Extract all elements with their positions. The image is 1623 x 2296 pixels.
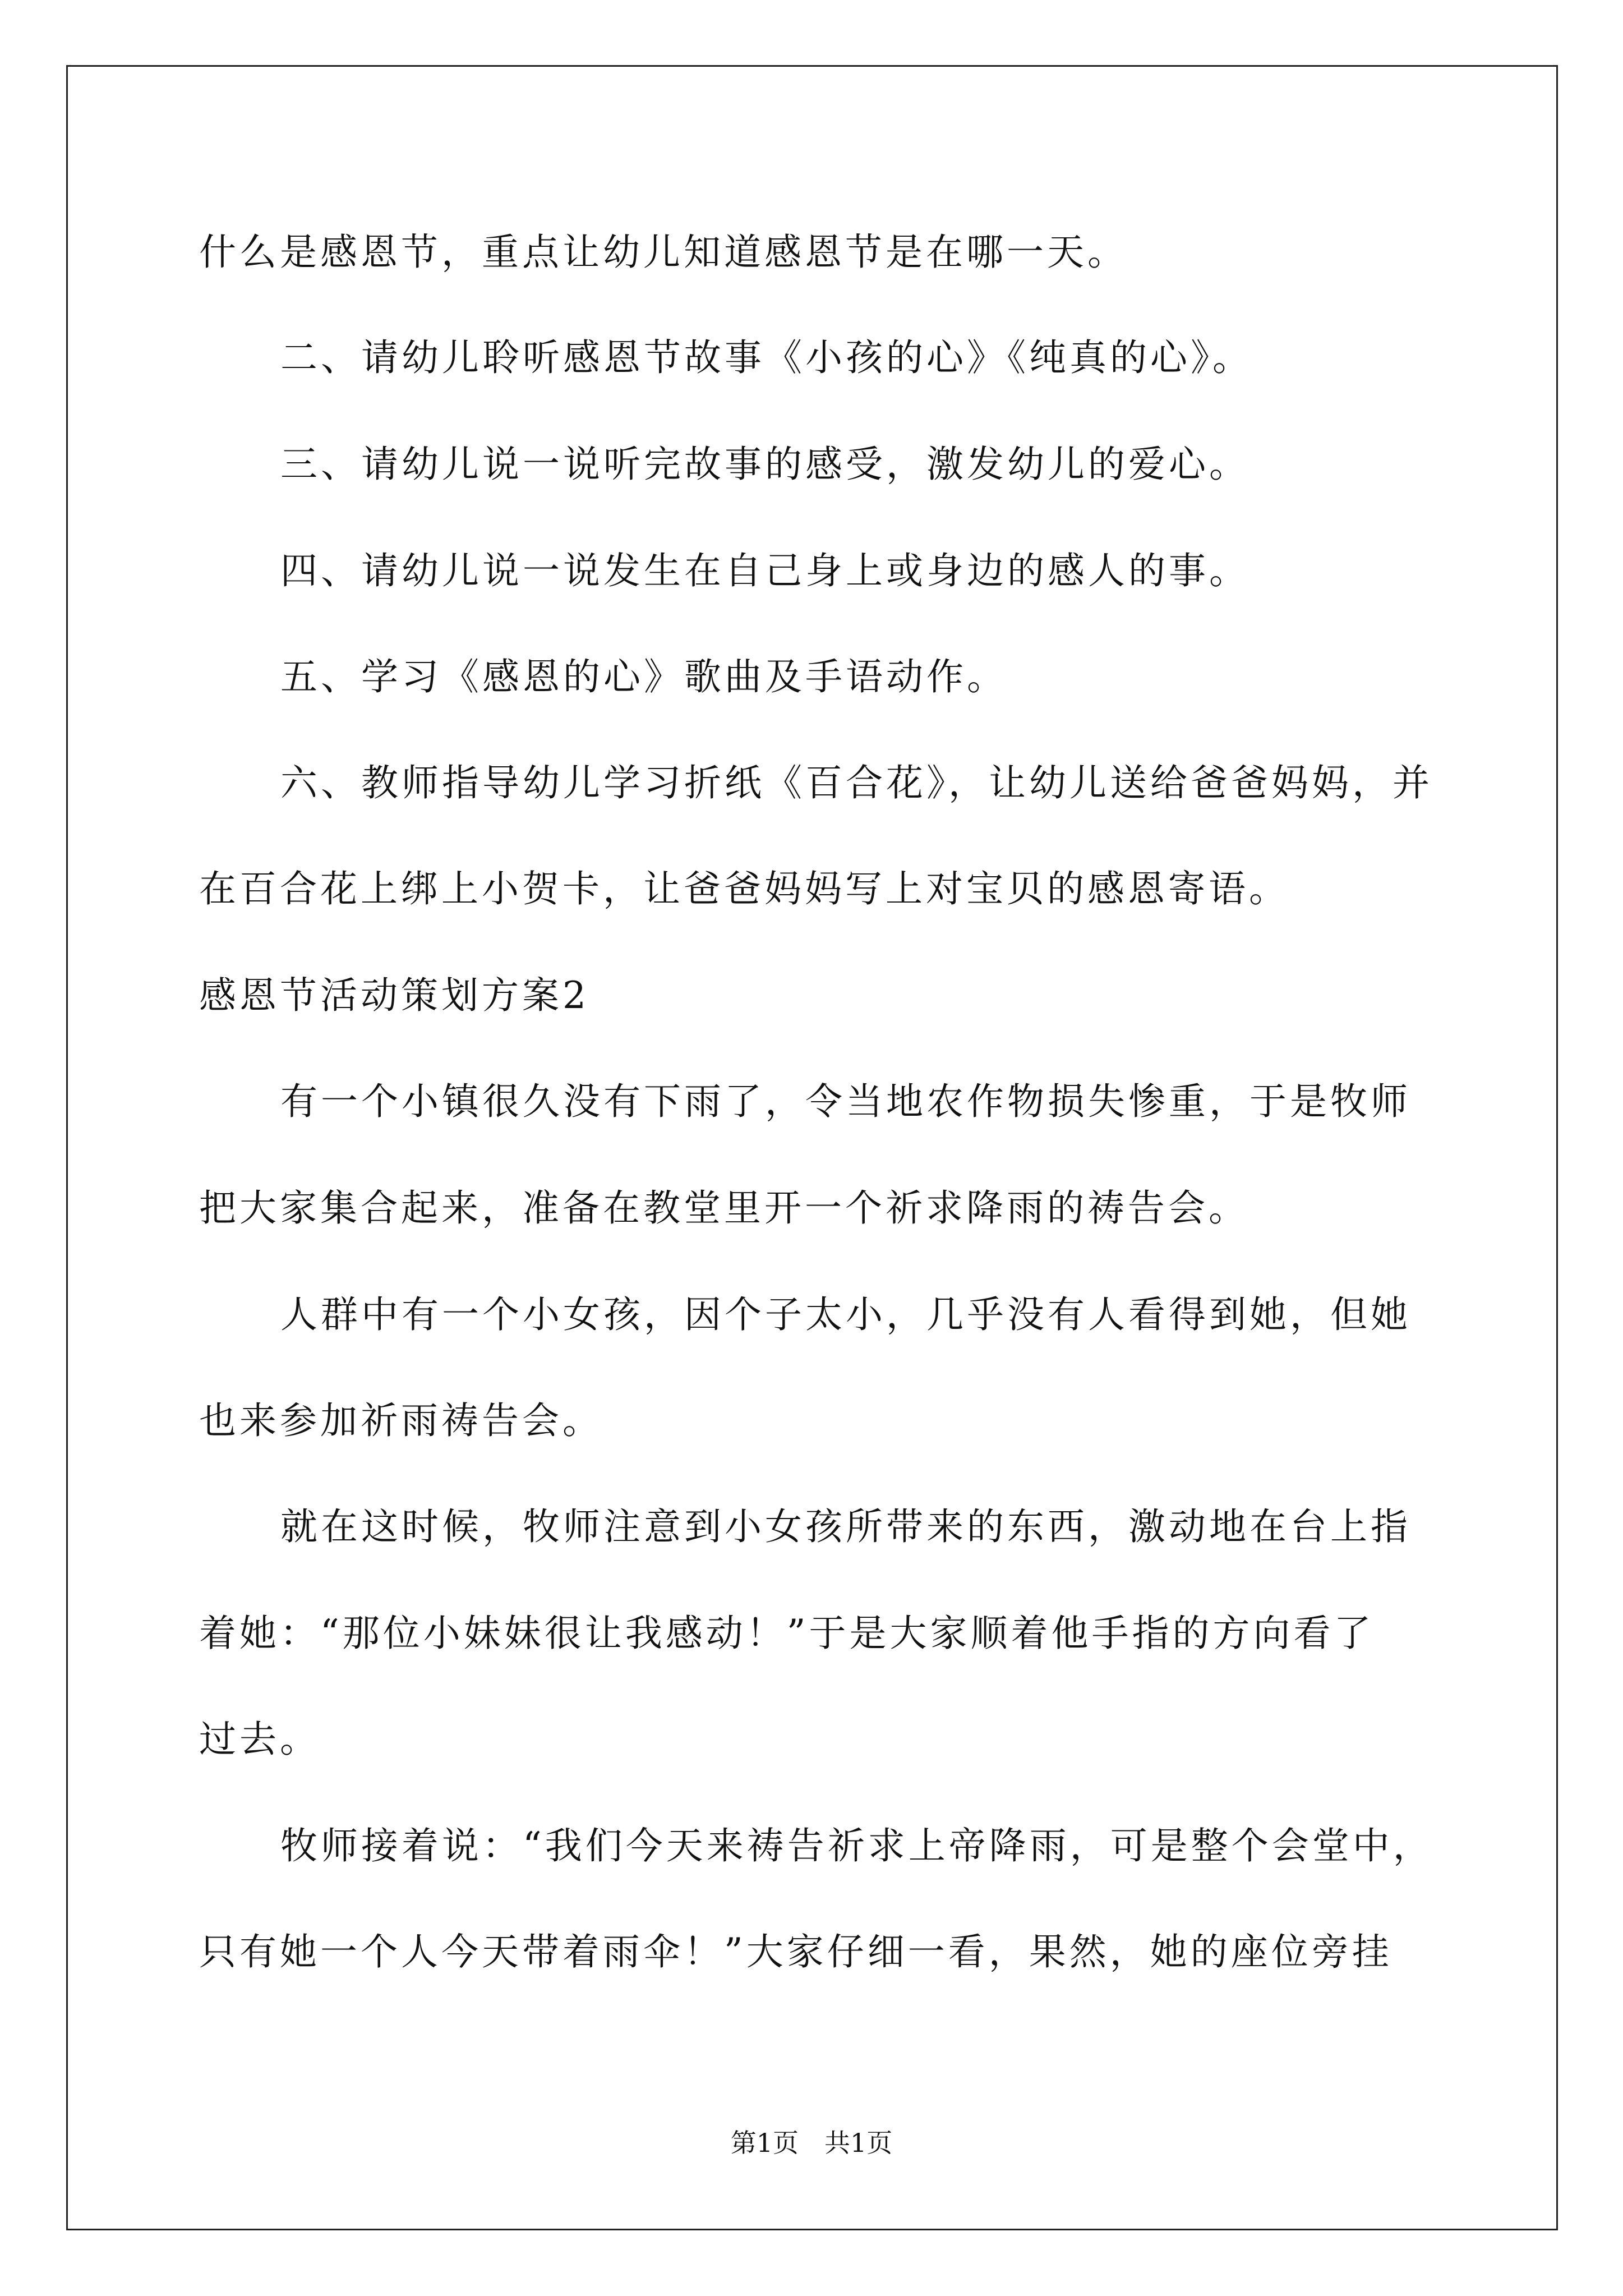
page-footer: 第1页 共1页 bbox=[730, 2128, 893, 2158]
text-line: 五、学习《感恩的心》歌曲及手语动作。 bbox=[280, 655, 1007, 698]
section-heading: 感恩节活动策划方案2 bbox=[199, 974, 589, 1017]
text-line: 二、请幼儿聆听感恩节故事《小孩的心》《纯真的心》。 bbox=[280, 336, 1253, 379]
text-line: 三、请幼儿说一说听完故事的感受，激发幼儿的爱心。 bbox=[280, 443, 1249, 486]
text-line: 有一个小镇很久没有下雨了，令当地农作物损失惨重，于是牧师 bbox=[280, 1080, 1411, 1123]
text-line: 只有她一个人今天带着雨伞！”大家仔细一看，果然，她的座位旁挂 bbox=[199, 1930, 1393, 1973]
text-line: 人群中有一个小女孩，因个子太小，几乎没有人看得到她，但她 bbox=[280, 1293, 1411, 1336]
text-line: 六、教师指导幼儿学习折纸《百合花》，让幼儿送给爸爸妈妈，并 bbox=[280, 761, 1433, 804]
text-line: 过去。 bbox=[199, 1718, 320, 1761]
page-border bbox=[66, 65, 1558, 2230]
text-line: 牧师接着说：“我们今天来祷告祈求上帝降雨，可是整个会堂中， bbox=[280, 1824, 1433, 1867]
text-line: 着她：“那位小妹妹很让我感动！”于是大家顺着他手指的方向看了 bbox=[199, 1612, 1375, 1655]
text-line: 在百合花上绑上小贺卡，让爸爸妈妈写上对宝贝的感恩寄语。 bbox=[199, 867, 1289, 910]
text-line: 把大家集合起来，准备在教堂里开一个祈求降雨的祷告会。 bbox=[199, 1186, 1249, 1230]
text-line: 什么是感恩节，重点让幼儿知道感恩节是在哪一天。 bbox=[199, 231, 1128, 274]
text-line: 就在这时候，牧师注意到小女孩所带来的东西，激动地在台上指 bbox=[280, 1505, 1411, 1548]
text-line: 四、请幼儿说一说发生在自己身上或身边的感人的事。 bbox=[280, 549, 1249, 592]
text-line: 也来参加祈雨祷告会。 bbox=[199, 1399, 603, 1442]
